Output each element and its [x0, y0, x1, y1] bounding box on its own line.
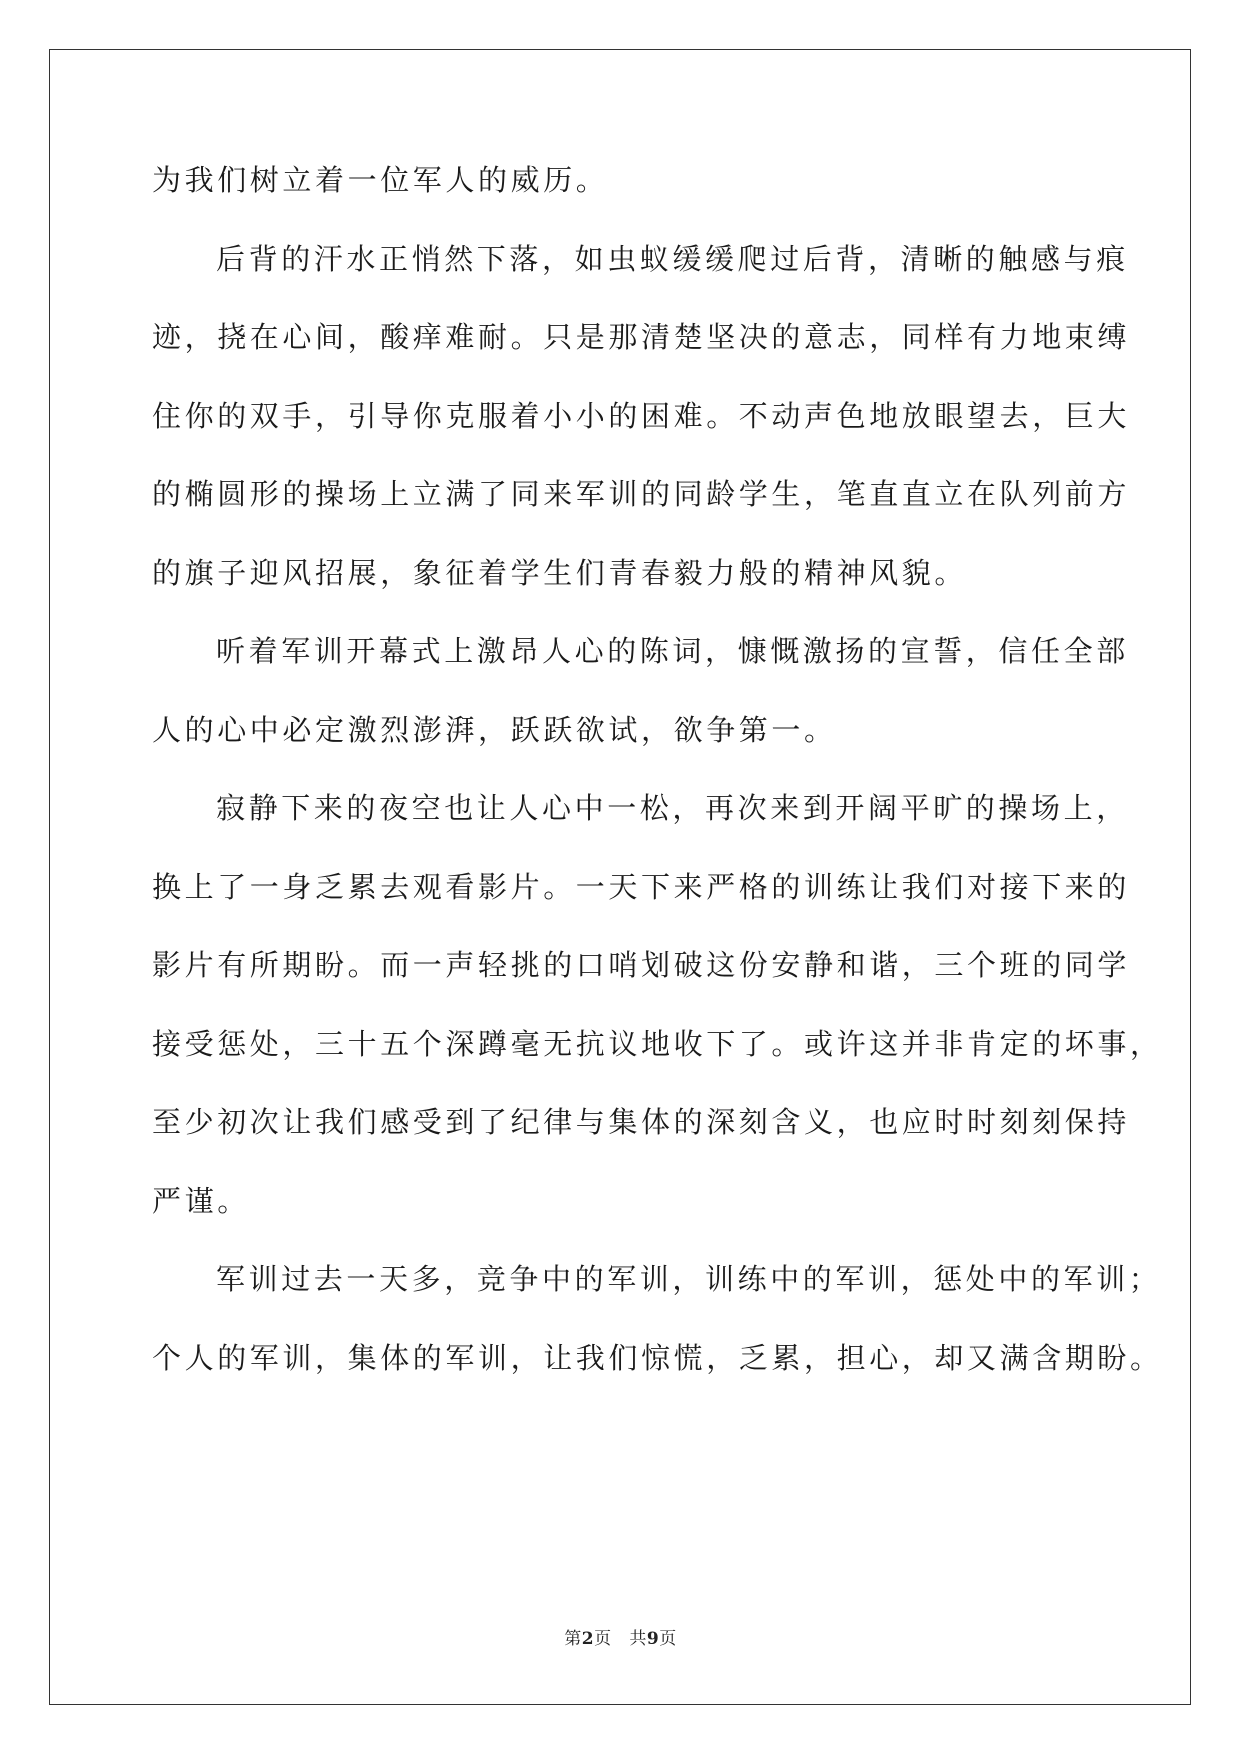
text-line: 影片有所期盼。而一声轻挑的口哨划破这份安静和谐，三个班的同学 [152, 948, 1131, 982]
page-number-suffix: 页 [659, 1629, 677, 1649]
text-line: 住你的双手，引导你克服着小小的困难。不动声色地放眼望去，巨大 [152, 399, 1131, 433]
page-number-mid: 页 共 [594, 1629, 647, 1649]
text-line: 迹，挠在心间，酸痒难耐。只是那清楚坚决的意志，同样有力地束缚 [152, 320, 1131, 354]
text-line: 军训过去一天多，竞争中的军训，训练中的军训，惩处中的军训； [216, 1262, 1162, 1296]
text-line: 听着军训开幕式上激昂人心的陈词，慷慨激扬的宣誓，信任全部 [216, 634, 1129, 668]
text-line: 后背的汗水正悄然下落，如虫蚁缓缓爬过后背，清晰的触感与痕 [216, 242, 1129, 276]
text-line: 接受惩处，三十五个深蹲毫无抗议地收下了。或许这并非肯定的坏事， [152, 1027, 1163, 1061]
text-line: 的旗子迎风招展，象征着学生们青春毅力般的精神风貌。 [152, 556, 968, 590]
page-number-prefix: 第 [564, 1629, 582, 1649]
text-line: 严谨。 [152, 1184, 250, 1218]
page-footer [0, 1624, 1241, 1649]
text-line: 人的心中必定激烈澎湃，跃跃欲试，欲争第一。 [152, 713, 837, 747]
page-number-current: 2 [581, 1629, 595, 1649]
text-line: 至少初次让我们感受到了纪律与集体的深刻含义，也应时时刻刻保持 [152, 1105, 1131, 1139]
text-line: 寂静下来的夜空也让人心中一松，再次来到开阔平旷的操场上， [216, 791, 1129, 825]
text-line: 为我们树立着一位军人的威历。 [152, 163, 609, 197]
text-line: 换上了一身乏累去观看影片。一天下来严格的训练让我们对接下来的 [152, 870, 1131, 904]
text-line: 个人的军训，集体的军训，让我们惊慌，乏累，担心，却又满含期盼。 [152, 1341, 1163, 1375]
text-line: 的椭圆形的操场上立满了同来军训的同龄学生，笔直直立在队列前方 [152, 477, 1131, 511]
page-number-total: 9 [646, 1629, 660, 1649]
